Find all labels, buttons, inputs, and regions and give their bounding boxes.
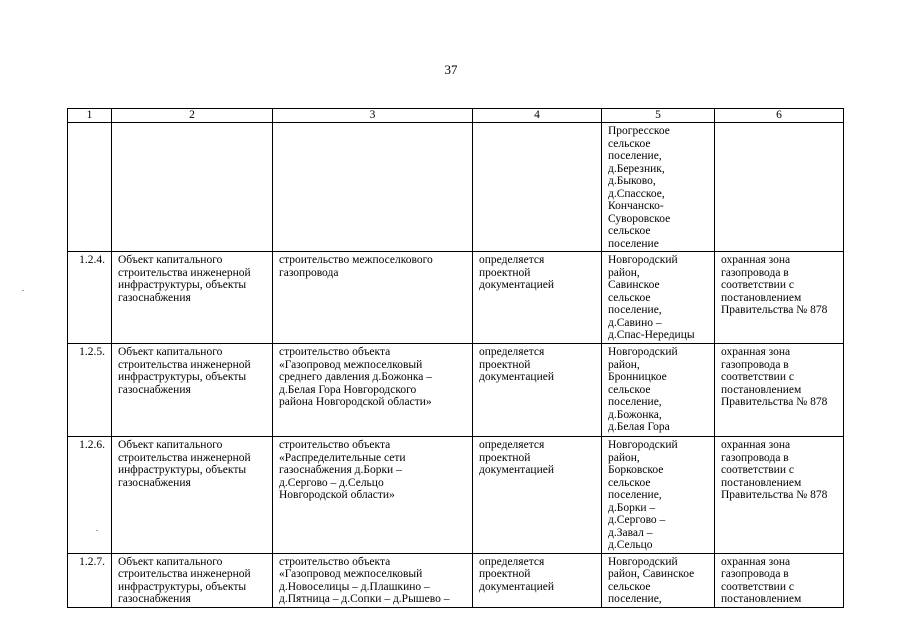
- zone-text: охранная зона газопровода в соответствии с постановлением Правительства № 878: [715, 252, 844, 344]
- table-row: [68, 252, 844, 344]
- location-text: Новгородский район, Борковское сельское поселение, д.Борки – д.Сергово – д.Завал – д.Сельцо: [602, 437, 715, 554]
- zone-text: [715, 123, 844, 252]
- item-number: [68, 123, 112, 252]
- page-number: 37: [444, 62, 458, 77]
- zone-text: охранная зона газопровода в соответствии с постановлением: [715, 553, 844, 607]
- characteristics-text: определяется проектной документацией: [473, 437, 602, 554]
- table-header-row: [68, 109, 844, 123]
- column-header: 3: [273, 109, 473, 123]
- characteristics-text: определяется проектной документацией: [473, 344, 602, 437]
- characteristics-text: определяется проектной документацией: [473, 553, 602, 607]
- column-header: 6: [715, 109, 844, 123]
- zone-text: охранная зона газопровода в соответствии с постановлением Правительства № 878: [715, 437, 844, 554]
- table-row: [68, 123, 844, 252]
- column-header: 4: [473, 109, 602, 123]
- table-row: [68, 437, 844, 554]
- location-text: Новгородский район, Савинское сельское поселение, д.Савино – д.Спас-Нередицы: [602, 252, 715, 344]
- purpose-text: [273, 123, 473, 252]
- item-number: 1.2.4.: [68, 252, 112, 344]
- item-number: 1.2.5.: [68, 344, 112, 437]
- table-row: [68, 344, 844, 437]
- characteristics-text: определяется проектной документацией: [473, 252, 602, 344]
- object-name: Объект капитального строительства инженерной инфраструктуры, объекты газоснабжения: [112, 344, 273, 437]
- object-name: Объект капитального строительства инженерной инфраструктуры, объекты газоснабжения: [112, 437, 273, 554]
- item-number: 1.2.7.: [68, 553, 112, 607]
- scan-artifact-dot: [22, 290, 24, 291]
- purpose-text: строительство объекта «Распределительные сети газоснабжения д.Борки – д.Сергово – д.Сельцо Новгородской области»: [273, 437, 473, 554]
- purpose-text: строительство объекта «Газопровод межпоселковый среднего давления д.Божонка – д.Белая Гора Новгородского района Новгородской области»: [273, 344, 473, 437]
- item-number: 1.2.6.: [68, 437, 112, 554]
- object-name: Объект капитального строительства инженерной инфраструктуры, объекты газоснабжения: [112, 553, 273, 607]
- document-table: [67, 108, 844, 608]
- column-header: 1: [68, 109, 112, 123]
- column-header: 5: [602, 109, 715, 123]
- location-text: Новгородский район, Бронницкое сельское поселение, д.Божонка, д.Белая Гора: [602, 344, 715, 437]
- column-header: 2: [112, 109, 273, 123]
- location-text: Прогресское сельское поселение, д.Березник, д.Быково, д.Спасское, Кончанско- Суворовское сельское поселение: [602, 123, 715, 252]
- object-name: [112, 123, 273, 252]
- purpose-text: строительство межпоселкового газопровода: [273, 252, 473, 344]
- table-row: [68, 553, 844, 607]
- location-text: Новгородский район, Савинское сельское поселение,: [602, 553, 715, 607]
- characteristics-text: [473, 123, 602, 252]
- object-name: Объект капитального строительства инженерной инфраструктуры, объекты газоснабжения: [112, 252, 273, 344]
- purpose-text: строительство объекта «Газопровод межпоселковый д.Новоселицы – д.Плашкино – д.Пятница – д.Сопки – д.Рышево –: [273, 553, 473, 607]
- zone-text: охранная зона газопровода в соответствии с постановлением Правительства № 878: [715, 344, 844, 437]
